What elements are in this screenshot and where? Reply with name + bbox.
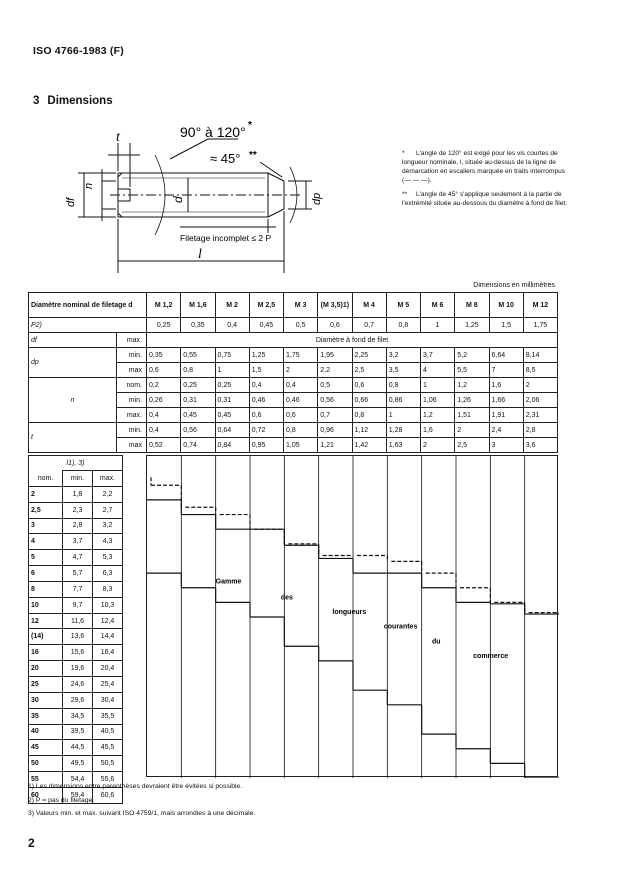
length-min-cell: 3,7 — [63, 534, 93, 550]
table-row — [29, 724, 123, 740]
chamfer-note-marker: ** — [249, 150, 257, 161]
range-word: des — [280, 594, 293, 602]
table-cell: 0,8 — [386, 318, 420, 333]
table-cell: 0,4 — [284, 378, 318, 393]
size-header: M 3 — [284, 293, 318, 318]
table-cell: 3,7 — [421, 348, 455, 363]
table-row — [29, 486, 123, 502]
length-min-cell: 2,3 — [63, 502, 93, 518]
n-nom-label: nom. — [117, 378, 147, 393]
table-row — [29, 629, 123, 645]
table-cell: 1,06 — [421, 393, 455, 408]
table-cell: 5,2 — [455, 348, 489, 363]
length-min-cell: 54,4 — [63, 772, 93, 788]
table-row — [29, 318, 558, 333]
table-cell: 0,56 — [318, 393, 352, 408]
size-header: M 1,2 — [147, 293, 181, 318]
length-subheader-row — [29, 471, 123, 487]
length-table — [28, 455, 123, 804]
table-cell: 0,46 — [249, 393, 283, 408]
angle-note-marker: * — [248, 120, 252, 131]
note-text: L'angle de 120° est exigé pour les vis courtes de longueur nominale, l, située au-dessus de la ligne de démarcation en escaliers marquée en traits interrompus (— — —). — [402, 150, 566, 184]
n-max-label: max. — [117, 408, 147, 423]
table-cell: 2 — [284, 363, 318, 378]
table-cell: 0,4 — [215, 318, 249, 333]
length-min-cell: 19,6 — [63, 661, 93, 677]
table-cell: 1,21 — [318, 438, 352, 453]
length-min-cell: 13,6 — [63, 629, 93, 645]
table-cell: 0,25 — [181, 378, 215, 393]
length-min-cell: 59,4 — [63, 787, 93, 803]
drawing-notes — [402, 150, 572, 213]
t-row-label: t — [29, 423, 117, 453]
n-row-label: n — [29, 378, 117, 423]
table-cell: 1,5 — [489, 318, 523, 333]
table-row — [29, 756, 123, 772]
table-cell: 1,28 — [386, 423, 420, 438]
table-cell: 2 — [523, 378, 557, 393]
table-cell: 2,06 — [523, 393, 557, 408]
table-row — [29, 550, 123, 566]
table-cell: 3,2 — [386, 348, 420, 363]
table-cell: 6,64 — [489, 348, 523, 363]
note-angle-45 — [402, 191, 572, 209]
table-cell: 1 — [421, 318, 455, 333]
length-nom-cell: 60 — [29, 787, 63, 803]
length-max-cell: 40,5 — [93, 724, 123, 740]
table-cell: 1,26 — [455, 393, 489, 408]
table-cell: 5,5 — [455, 363, 489, 378]
length-min-cell: 4,7 — [63, 550, 93, 566]
table-row — [29, 581, 123, 597]
section-heading — [33, 95, 113, 107]
table-cell: 2,5 — [455, 438, 489, 453]
table-cell: 0,7 — [352, 318, 386, 333]
length-nom-cell: 45 — [29, 740, 63, 756]
table-cell: 0,84 — [215, 438, 249, 453]
length-max-cell: 45,5 — [93, 740, 123, 756]
size-header: M 12 — [523, 293, 557, 318]
table-cell: 0,45 — [181, 408, 215, 423]
length-header: l1), 3) — [29, 456, 123, 471]
table-cell: 0,95 — [249, 438, 283, 453]
length-min-cell: 15,6 — [63, 645, 93, 661]
length-min-cell: 39,5 — [63, 724, 93, 740]
length-nom-cell: 12 — [29, 613, 63, 629]
length-range-grid — [146, 455, 558, 777]
dp-max-label: max — [117, 363, 147, 378]
page-number: 2 — [28, 836, 35, 850]
table-cell: 1,2 — [455, 378, 489, 393]
note-angle-120 — [402, 150, 572, 186]
table-cell: 0,35 — [181, 318, 215, 333]
table-cell: 2,25 — [352, 348, 386, 363]
chamfer-angle-label: ≈ 45° — [210, 151, 241, 166]
length-header-row — [29, 456, 123, 471]
table-row — [29, 661, 123, 677]
length-max-cell: 4,3 — [93, 534, 123, 550]
table-cell: 1,51 — [455, 408, 489, 423]
table-row — [29, 534, 123, 550]
t-dimension-label: t — [116, 130, 120, 145]
table-cell: 0,25 — [147, 318, 181, 333]
table-cell: 1,5 — [249, 363, 283, 378]
length-min-cell: 9,7 — [63, 597, 93, 613]
length-min-cell: 34,5 — [63, 708, 93, 724]
range-word: Gamme — [215, 578, 242, 586]
length-nom-cell: 6 — [29, 566, 63, 582]
length-max-label: max. — [93, 471, 123, 487]
table-cell: 0,4 — [147, 423, 181, 438]
table-row — [29, 566, 123, 582]
length-nom-cell: 5 — [29, 550, 63, 566]
size-header: M 8 — [455, 293, 489, 318]
table-cell: 1 — [386, 408, 420, 423]
table-cell: 0,64 — [215, 423, 249, 438]
table-row — [29, 518, 123, 534]
table-cell: 0,31 — [215, 393, 249, 408]
length-nom-cell: 20 — [29, 661, 63, 677]
length-min-cell: 2,8 — [63, 518, 93, 534]
table-cell: 0,8 — [284, 423, 318, 438]
d-dimension-label: d — [171, 196, 185, 203]
range-word: commerce — [473, 652, 509, 660]
length-max-cell: 20,4 — [93, 661, 123, 677]
table-cell: 1,63 — [386, 438, 420, 453]
length-nom-cell: 35 — [29, 708, 63, 724]
table-cell: 0,8 — [181, 363, 215, 378]
length-nom-cell: 2,5 — [29, 502, 63, 518]
length-max-cell: 55,6 — [93, 772, 123, 788]
table-cell: 1,95 — [318, 348, 352, 363]
t-min-label: min. — [117, 423, 147, 438]
length-nom-cell: 40 — [29, 724, 63, 740]
t-max-label: max — [117, 438, 147, 453]
table-cell: 0,45 — [215, 408, 249, 423]
table-cell: 0,74 — [181, 438, 215, 453]
table-cell: 0,5 — [284, 318, 318, 333]
length-nom-cell: 25 — [29, 676, 63, 692]
table-cell: 0,6 — [284, 408, 318, 423]
table-cell: 8,14 — [523, 348, 557, 363]
length-nom-cell: (14) — [29, 629, 63, 645]
table-cell: 1,12 — [352, 423, 386, 438]
length-min-cell: 7,7 — [63, 581, 93, 597]
table-cell: 0,8 — [386, 378, 420, 393]
size-header: M 5 — [386, 293, 420, 318]
length-nom-label: nom. — [29, 471, 63, 487]
table-row — [29, 348, 558, 363]
note-text: L'angle de 45° s'applique seulement à la partie de l'extrémité située au-dessous du diamètre à fond de filet. — [402, 190, 568, 207]
table-cell: 0,86 — [386, 393, 420, 408]
length-dimension-label: l — [198, 247, 202, 262]
table-row — [29, 740, 123, 756]
size-header: M 1,6 — [181, 293, 215, 318]
table-cell: 0,25 — [215, 378, 249, 393]
table-row — [29, 597, 123, 613]
table-cell: 2 — [421, 438, 455, 453]
table-row — [29, 708, 123, 724]
length-max-cell: 16,4 — [93, 645, 123, 661]
df-sub-label: max. — [117, 333, 147, 348]
table-row — [29, 613, 123, 629]
range-word: longueurs — [332, 609, 367, 617]
length-max-cell: 2,2 — [93, 486, 123, 502]
size-header: M 4 — [352, 293, 386, 318]
length-nom-cell: 3 — [29, 518, 63, 534]
table-cell: 7 — [489, 363, 523, 378]
section-number: 3 — [33, 95, 40, 107]
table-row — [29, 378, 558, 393]
thread-run-out-label: Filetage incomplet ≤ 2 P — [180, 233, 272, 243]
table-cell: 0,35 — [147, 348, 181, 363]
length-max-cell: 35,5 — [93, 708, 123, 724]
df-row-label: df — [29, 333, 117, 348]
length-min-label: min. — [63, 471, 93, 487]
n-dimension-label: n — [83, 182, 95, 189]
document-id: ISO 4766-1983 (F) — [33, 45, 124, 57]
table-cell: 0,96 — [318, 423, 352, 438]
table-cell: 0,55 — [181, 348, 215, 363]
length-max-cell: 30,4 — [93, 692, 123, 708]
table-cell: 0,31 — [181, 393, 215, 408]
length-min-cell: 11,6 — [63, 613, 93, 629]
length-nom-cell: 10 — [29, 597, 63, 613]
table-cell: 0,45 — [249, 318, 283, 333]
length-nom-cell: 8 — [29, 581, 63, 597]
length-max-cell: 2,7 — [93, 502, 123, 518]
length-min-cell: 49,5 — [63, 756, 93, 772]
length-range-diagram — [147, 456, 559, 778]
table-cell: 0,72 — [249, 423, 283, 438]
table-cell: 2,4 — [489, 423, 523, 438]
dp-dimension-label: dp — [311, 192, 323, 205]
units-caption: Dimensions en millimètres — [473, 282, 555, 289]
table-cell: 0,6 — [249, 408, 283, 423]
table-cell: 2 — [455, 423, 489, 438]
length-nom-cell: 55 — [29, 772, 63, 788]
table-cell: 8,5 — [523, 363, 557, 378]
table-cell: 0,4 — [147, 408, 181, 423]
set-screw-drawing — [60, 115, 360, 275]
range-word: courantes — [383, 623, 418, 631]
section-title: Dimensions — [47, 95, 113, 107]
table-row — [29, 333, 558, 348]
length-max-cell: 5,3 — [93, 550, 123, 566]
pitch-label: P2) — [29, 318, 147, 333]
note-marker: * — [402, 150, 405, 157]
length-min-cell: 44,5 — [63, 740, 93, 756]
nominal-diameter-header: Diamètre nominal de filetage d — [29, 293, 147, 318]
dp-row-label: dp — [29, 348, 117, 378]
length-nom-cell: 30 — [29, 692, 63, 708]
footnote-1: 1) Les dimensions entre parenthèses devraient être évitées si possible. — [28, 783, 243, 790]
table-cell: 0,5 — [318, 378, 352, 393]
table-cell: 0,7 — [318, 408, 352, 423]
size-header: M 2 — [215, 293, 249, 318]
table-cell: 1 — [421, 378, 455, 393]
table-cell: 1,75 — [284, 348, 318, 363]
length-nom-cell: 2 — [29, 486, 63, 502]
length-max-cell: 3,2 — [93, 518, 123, 534]
size-header: M 10 — [489, 293, 523, 318]
table-cell: 0,6 — [352, 378, 386, 393]
table-cell: 1,66 — [489, 393, 523, 408]
range-word: du — [431, 638, 441, 646]
table-header-row — [29, 293, 558, 318]
length-max-cell: 60,6 — [93, 787, 123, 803]
table-cell: 1 — [215, 363, 249, 378]
length-max-cell: 50,5 — [93, 756, 123, 772]
table-cell: 4 — [421, 363, 455, 378]
table-cell: 1,25 — [455, 318, 489, 333]
table-cell: 2,5 — [352, 363, 386, 378]
table-cell: 1,75 — [523, 318, 557, 333]
dp-min-label: min. — [117, 348, 147, 363]
size-header: M 6 — [421, 293, 455, 318]
table-cell: 3,6 — [523, 438, 557, 453]
table-row — [29, 645, 123, 661]
size-header: M 2,5 — [249, 293, 283, 318]
table-cell: 3,5 — [386, 363, 420, 378]
length-nom-cell: 50 — [29, 756, 63, 772]
table-row — [29, 676, 123, 692]
length-min-cell: 24,6 — [63, 676, 93, 692]
length-max-cell: 12,4 — [93, 613, 123, 629]
length-max-cell: 14,4 — [93, 629, 123, 645]
n-min-label: min. — [117, 393, 147, 408]
table-cell: 0,52 — [147, 438, 181, 453]
table-cell: 1,25 — [249, 348, 283, 363]
length-max-cell: 8,3 — [93, 581, 123, 597]
angle-label: 90° à 120° — [180, 124, 246, 140]
table-cell: 0,4 — [249, 378, 283, 393]
length-max-cell: 6,3 — [93, 566, 123, 582]
table-cell: 2,31 — [523, 408, 557, 423]
table-cell: 0,26 — [147, 393, 181, 408]
table-row — [29, 502, 123, 518]
length-nom-cell: 16 — [29, 645, 63, 661]
df-value: Diamètre à fond de filet — [147, 333, 558, 348]
table-cell: 2,2 — [318, 363, 352, 378]
table-cell: 0,6 — [318, 318, 352, 333]
length-min-cell: 1,8 — [63, 486, 93, 502]
length-min-cell: 5,7 — [63, 566, 93, 582]
table-cell: 1,6 — [489, 378, 523, 393]
size-header: (M 3,5)1) — [318, 293, 352, 318]
footnote-2: 2) P = pas du filetage. — [28, 797, 95, 804]
table-cell: 0,2 — [147, 378, 181, 393]
table-row — [29, 692, 123, 708]
table-cell: 0,56 — [181, 423, 215, 438]
table-cell: 0,8 — [352, 408, 386, 423]
table-cell: 1,05 — [284, 438, 318, 453]
table-cell: 0,46 — [284, 393, 318, 408]
table-cell: 1,42 — [352, 438, 386, 453]
note-marker: ** — [402, 190, 408, 198]
length-nom-cell: 4 — [29, 534, 63, 550]
df-dimension-label: df — [65, 197, 77, 207]
table-cell: 1,6 — [421, 423, 455, 438]
length-max-cell: 10,3 — [93, 597, 123, 613]
table-cell: 3 — [489, 438, 523, 453]
table-cell: 0,6 — [147, 363, 181, 378]
dimensions-table — [28, 292, 558, 453]
table-cell: 0,66 — [352, 393, 386, 408]
table-cell: 1,2 — [421, 408, 455, 423]
table-cell: 2,8 — [523, 423, 557, 438]
table-row — [29, 423, 558, 438]
length-max-cell: 25,4 — [93, 676, 123, 692]
length-min-cell: 29,6 — [63, 692, 93, 708]
table-cell: 1,91 — [489, 408, 523, 423]
table-cell: 0,75 — [215, 348, 249, 363]
footnote-3: 3) Valeurs min. et max. suivant ISO 4759/1, mais arrondies à une décimale. — [28, 810, 256, 817]
